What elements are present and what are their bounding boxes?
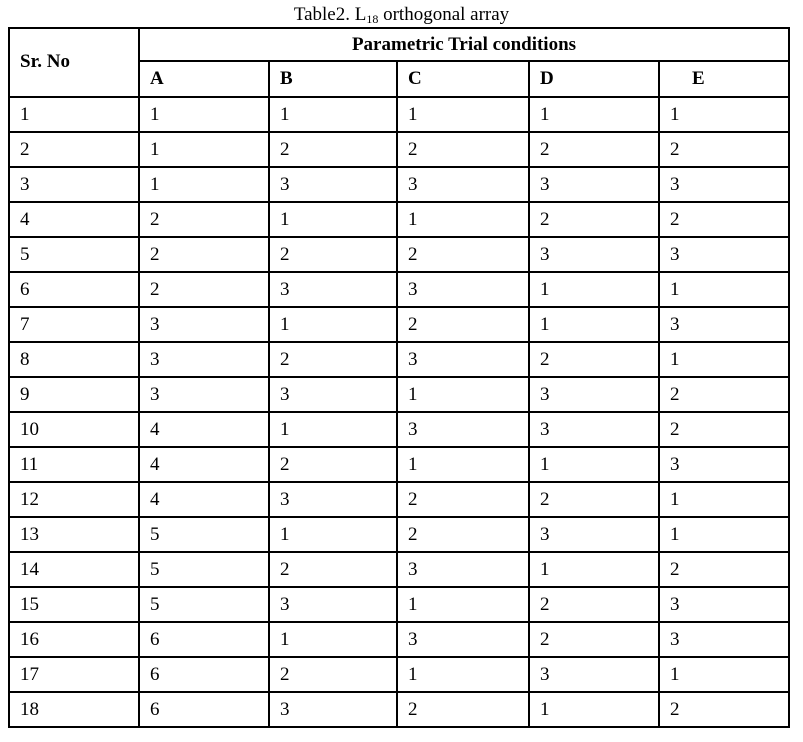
cell-a: 1: [139, 97, 269, 132]
cell-a: 1: [139, 132, 269, 167]
cell-e: 1: [659, 342, 789, 377]
cell-e: 3: [659, 587, 789, 622]
cell-b: 2: [269, 552, 397, 587]
cell-sr-no: 4: [9, 202, 139, 237]
cell-b: 1: [269, 202, 397, 237]
cell-e: 3: [659, 237, 789, 272]
cell-c: 2: [397, 482, 529, 517]
cell-c: 2: [397, 692, 529, 727]
table-row: [9, 167, 789, 202]
cell-b: 3: [269, 482, 397, 517]
header-parametric-trial-conditions: Parametric Trial conditions: [139, 28, 789, 61]
table-row: [9, 132, 789, 167]
cell-b: 2: [269, 342, 397, 377]
cell-e: 2: [659, 552, 789, 587]
cell-a: 1: [139, 167, 269, 202]
caption-subscript: 18: [366, 12, 379, 26]
cell-c: 1: [397, 447, 529, 482]
cell-a: 4: [139, 447, 269, 482]
table-row: [9, 377, 789, 412]
cell-b: 2: [269, 447, 397, 482]
cell-d: 2: [529, 132, 659, 167]
cell-d: 3: [529, 237, 659, 272]
cell-d: 2: [529, 202, 659, 237]
header-col-e: E: [659, 61, 789, 97]
cell-c: 3: [397, 412, 529, 447]
cell-d: 1: [529, 552, 659, 587]
cell-sr-no: 15: [9, 587, 139, 622]
cell-e: 2: [659, 692, 789, 727]
cell-e: 1: [659, 272, 789, 307]
cell-c: 3: [397, 552, 529, 587]
cell-b: 1: [269, 307, 397, 342]
cell-sr-no: 1: [9, 97, 139, 132]
cell-b: 2: [269, 132, 397, 167]
cell-sr-no: 10: [9, 412, 139, 447]
cell-sr-no: 6: [9, 272, 139, 307]
cell-sr-no: 13: [9, 517, 139, 552]
table-row: [9, 237, 789, 272]
cell-a: 5: [139, 517, 269, 552]
cell-d: 3: [529, 167, 659, 202]
table-row: [9, 97, 789, 132]
cell-d: 1: [529, 447, 659, 482]
cell-d: 2: [529, 587, 659, 622]
table-row: [9, 517, 789, 552]
cell-d: 3: [529, 412, 659, 447]
cell-sr-no: 7: [9, 307, 139, 342]
header-col-b: B: [269, 61, 397, 97]
table-row: [9, 447, 789, 482]
cell-b: 2: [269, 237, 397, 272]
cell-d: 3: [529, 377, 659, 412]
cell-sr-no: 8: [9, 342, 139, 377]
cell-a: 5: [139, 587, 269, 622]
table-row: [9, 412, 789, 447]
cell-c: 1: [397, 97, 529, 132]
cell-c: 1: [397, 377, 529, 412]
table-row: [9, 657, 789, 692]
cell-b: 2: [269, 657, 397, 692]
cell-c: 1: [397, 587, 529, 622]
cell-e: 3: [659, 167, 789, 202]
cell-d: 3: [529, 657, 659, 692]
cell-d: 1: [529, 97, 659, 132]
cell-d: 2: [529, 482, 659, 517]
cell-a: 2: [139, 202, 269, 237]
cell-e: 1: [659, 97, 789, 132]
cell-d: 2: [529, 342, 659, 377]
caption-prefix: Table2. L: [293, 4, 367, 25]
cell-b: 1: [269, 97, 397, 132]
cell-sr-no: 3: [9, 167, 139, 202]
header-col-d: D: [529, 61, 659, 97]
cell-a: 6: [139, 622, 269, 657]
cell-e: 1: [659, 657, 789, 692]
header-row-group: [9, 28, 789, 61]
cell-e: 1: [659, 482, 789, 517]
cell-b: 3: [269, 272, 397, 307]
cell-a: 2: [139, 237, 269, 272]
header-sr-no: Sr. No: [9, 28, 139, 97]
header-col-a: A: [139, 61, 269, 97]
cell-e: 2: [659, 202, 789, 237]
cell-c: 1: [397, 657, 529, 692]
cell-sr-no: 14: [9, 552, 139, 587]
cell-c: 1: [397, 202, 529, 237]
cell-e: 2: [659, 412, 789, 447]
cell-a: 3: [139, 307, 269, 342]
cell-a: 2: [139, 272, 269, 307]
cell-b: 1: [269, 517, 397, 552]
cell-b: 1: [269, 622, 397, 657]
cell-e: 2: [659, 377, 789, 412]
cell-d: 1: [529, 692, 659, 727]
cell-sr-no: 16: [9, 622, 139, 657]
cell-sr-no: 2: [9, 132, 139, 167]
cell-sr-no: 11: [9, 447, 139, 482]
table-row: [9, 342, 789, 377]
cell-b: 3: [269, 692, 397, 727]
cell-a: 6: [139, 657, 269, 692]
table-row: [9, 202, 789, 237]
cell-c: 2: [397, 132, 529, 167]
cell-e: 3: [659, 307, 789, 342]
cell-sr-no: 9: [9, 377, 139, 412]
cell-c: 2: [397, 237, 529, 272]
cell-e: 3: [659, 447, 789, 482]
cell-d: 1: [529, 307, 659, 342]
table-row: [9, 307, 789, 342]
cell-a: 6: [139, 692, 269, 727]
cell-b: 3: [269, 377, 397, 412]
cell-b: 3: [269, 167, 397, 202]
table-caption: [0, 3, 803, 27]
table-row: [9, 552, 789, 587]
header-col-c: C: [397, 61, 529, 97]
table-row: [9, 692, 789, 727]
cell-e: 3: [659, 622, 789, 657]
cell-a: 5: [139, 552, 269, 587]
cell-c: 2: [397, 517, 529, 552]
cell-a: 3: [139, 377, 269, 412]
table-row: [9, 482, 789, 517]
cell-b: 3: [269, 587, 397, 622]
table-row: [9, 587, 789, 622]
cell-a: 3: [139, 342, 269, 377]
cell-sr-no: 12: [9, 482, 139, 517]
cell-b: 1: [269, 412, 397, 447]
table-row: [9, 272, 789, 307]
table-body: [9, 97, 789, 727]
cell-c: 2: [397, 307, 529, 342]
cell-d: 3: [529, 517, 659, 552]
cell-a: 4: [139, 482, 269, 517]
cell-sr-no: 17: [9, 657, 139, 692]
orthogonal-array-table: [8, 27, 790, 728]
cell-c: 3: [397, 272, 529, 307]
cell-sr-no: 5: [9, 237, 139, 272]
cell-sr-no: 18: [9, 692, 139, 727]
cell-c: 3: [397, 167, 529, 202]
cell-c: 3: [397, 342, 529, 377]
cell-c: 3: [397, 622, 529, 657]
cell-a: 4: [139, 412, 269, 447]
table-row: [9, 622, 789, 657]
cell-d: 1: [529, 272, 659, 307]
cell-d: 2: [529, 622, 659, 657]
cell-e: 1: [659, 517, 789, 552]
caption-suffix: orthogonal array: [378, 4, 510, 25]
cell-e: 2: [659, 132, 789, 167]
